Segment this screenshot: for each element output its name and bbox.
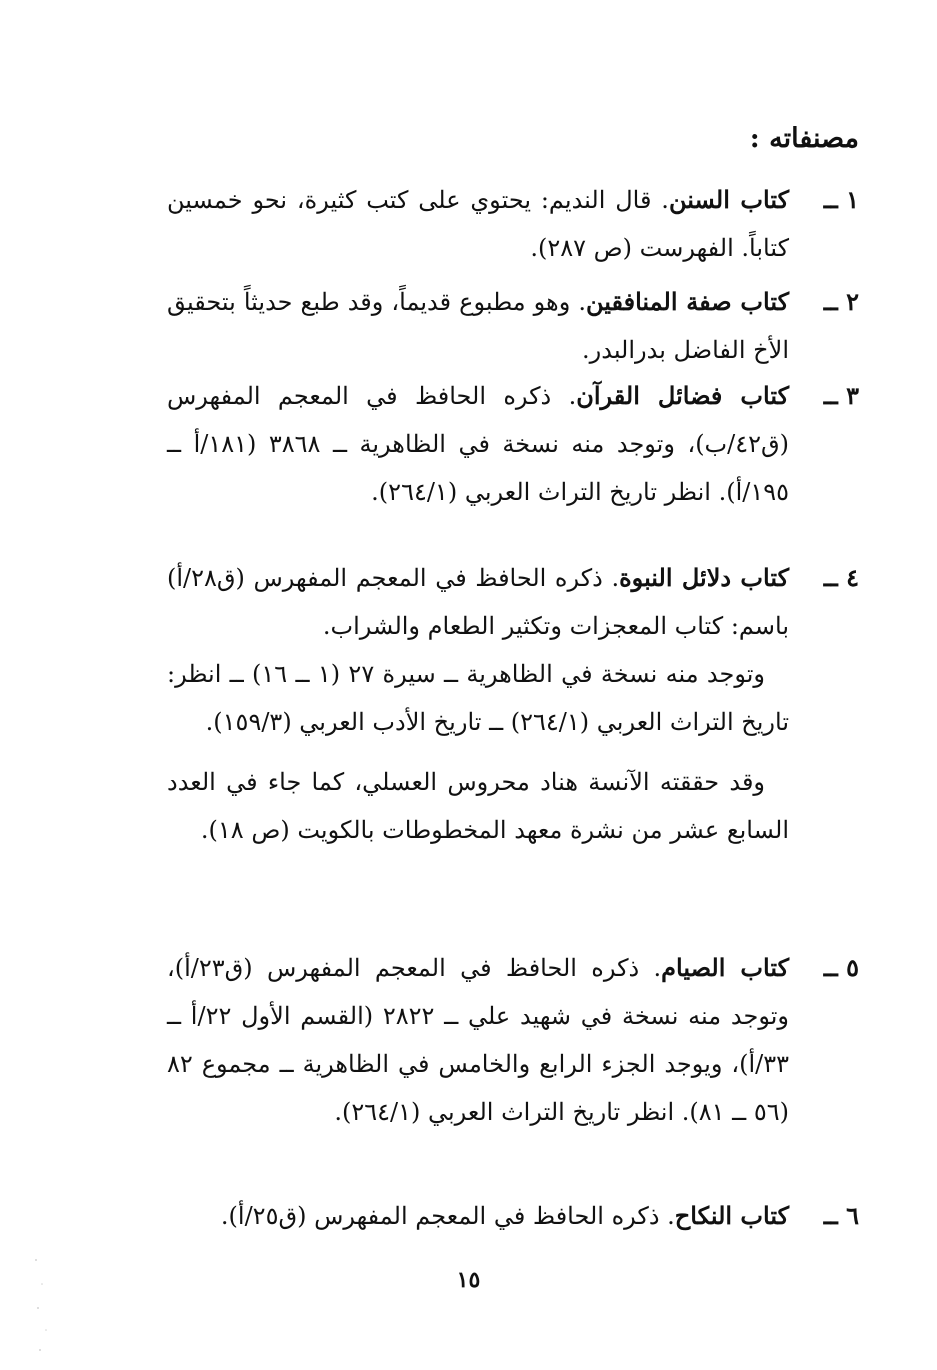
entry-title: كتاب دلائل النبوة [619, 563, 789, 592]
page-number: ١٥ [456, 1267, 481, 1293]
entry-text: . ذكره الحافظ في المعجم المفهرس (ق٢٥/أ). [220, 1202, 675, 1230]
entry-text: . ذكره الحافظ في المعجم المفهرس (ق٢٣/أ)، وتوجد منه نسخة في شهيد علي ــ ٢٨٢٢ (القسم الأول ٢٢/أ ــ ٣٣/أ)، ويوجد الجزء الرابع والخامس في الظاهرية ــ مجموع ٨٢ (٥٦ ــ ٨١). انظر تاريخ التراث العربي (٢٦٤/١). [167, 954, 790, 1126]
entry-note: وتوجد منه نسخة في الظاهرية ــ سيرة ٢٧ (١ ــ ١٦) ــ انظر: تاريخ التراث العربي (٢٦٤/١) ــ تاريخ الأدب العربي (١٥٩/٣). [167, 660, 789, 736]
entry-text: . قال النديم: يحتوي على كتب كثيرة، نحو خمسين كتاباً. الفهرست (ص ٢٨٧). [167, 186, 789, 262]
entry-number: ٢ ــ [823, 287, 859, 316]
entry-number: ١ ــ [823, 185, 859, 214]
entry-title: كتاب فضائل القرآن [576, 381, 789, 410]
entry-body [167, 944, 789, 1136]
entry-1 [167, 176, 859, 272]
entry-text: . وهو مطبوع قديماً، وقد طبع حديثاً بتحقيق الأخ الفاضل بدرالبدر. [167, 288, 789, 364]
entry-3 [167, 372, 859, 516]
scan-specks [28, 1250, 58, 1360]
entry-note: وقد حققته الآنسة هناد محروس العسلي، كما جاء في العدد السابع عشر من نشرة معهد المخطوطات بالكويت (ص ١٨). [167, 768, 789, 844]
section-heading: مصنفاته : [749, 123, 859, 154]
entry-body [167, 554, 789, 650]
entry-5 [167, 944, 859, 1136]
entry-number: ٥ ــ [823, 953, 859, 982]
entry-title: كتاب الصيام [661, 953, 790, 982]
entry-body [167, 176, 789, 272]
entry-text: . ذكره الحافظ في المعجم المفهرس (ق٢٨/أ) باسم: كتاب المعجزات وتكثير الطعام والشراب. [167, 564, 789, 640]
entry-2 [167, 278, 859, 374]
entry-body [167, 372, 789, 516]
entry-number: ٤ ــ [823, 563, 859, 592]
entry-title: كتاب صفة المنافقين [585, 287, 789, 316]
entry-number: ٣ ــ [823, 381, 859, 410]
entry-body [167, 278, 789, 374]
entry-title: كتاب النكاح [674, 1201, 789, 1230]
entry-text: . ذكره الحافظ في المعجم المفهرس (ق٤٢/ب)، وتوجد منه نسخة في الظاهرية ــ ٣٨٦٨ (١٨١/أ ــ ١٩٥/أ). انظر تاريخ التراث العربي (٢٦٤/١). [167, 382, 789, 506]
entry-body [167, 1192, 789, 1240]
entry-title: كتاب السنن [668, 185, 790, 214]
entry-4 [167, 554, 859, 854]
entry-number: ٦ ــ [823, 1201, 859, 1230]
entry-6 [167, 1192, 859, 1240]
